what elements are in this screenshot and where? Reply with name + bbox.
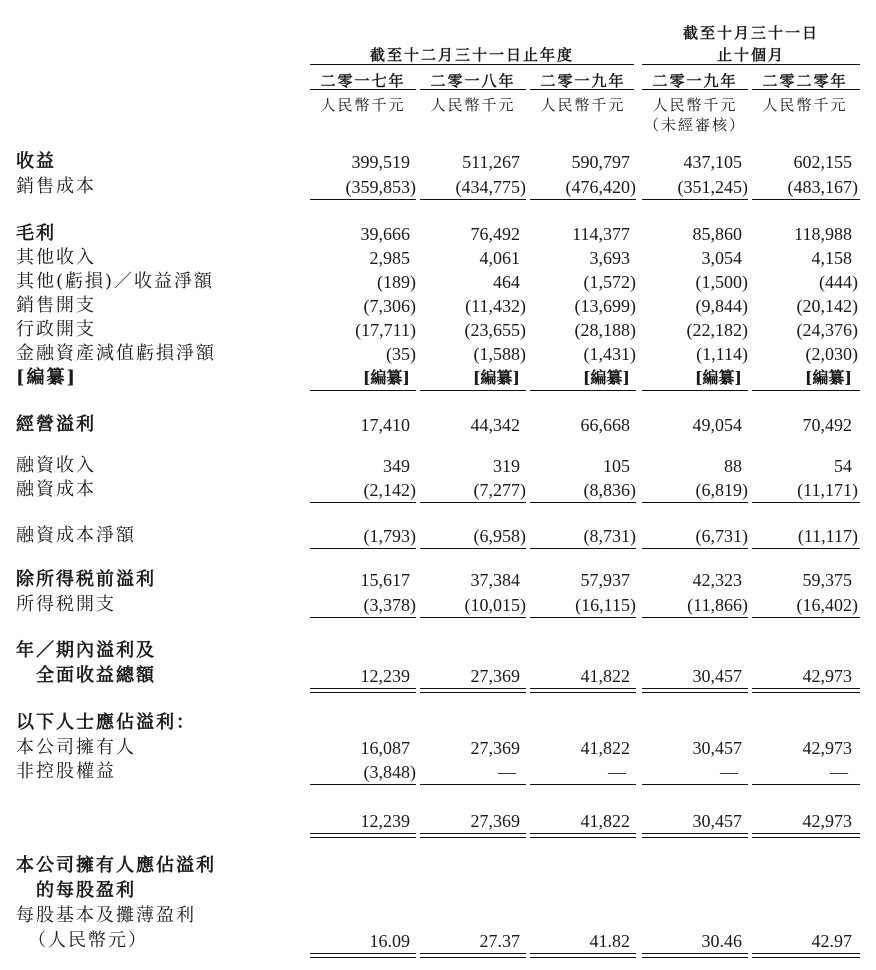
value-cell: 114,377 — [572, 224, 630, 244]
double-rule — [752, 688, 860, 693]
row-label: 以下人士應佔溢利： — [16, 712, 196, 733]
value-cell: (7,306) — [363, 296, 416, 316]
single-rule — [530, 390, 636, 391]
single-rule — [530, 199, 636, 200]
single-rule — [420, 548, 526, 549]
single-rule — [310, 548, 416, 549]
row-label: 除所得税前溢利 — [16, 569, 156, 590]
value-cell: 4,158 — [811, 248, 852, 268]
column-rule-3 — [530, 89, 634, 90]
value-cell: 602,155 — [793, 152, 852, 172]
value-cell: (1,572) — [583, 272, 636, 292]
value-cell: 15,617 — [360, 570, 410, 590]
row-label: 融資成本 — [16, 479, 96, 500]
column-year-2018: 二零一八年 — [430, 72, 516, 90]
year-group-title: 截至十二月三十一日止年度 — [369, 46, 574, 64]
value-cell: 30,457 — [692, 666, 742, 686]
single-rule — [642, 199, 748, 200]
column-period-2019: 二零一九年 — [652, 72, 738, 90]
value-cell: 44,342 — [470, 415, 520, 435]
value-cell: (6,731) — [695, 526, 748, 546]
value-cell: (11,866) — [687, 595, 748, 615]
single-rule — [530, 784, 636, 785]
value-cell: (11,117) — [797, 526, 858, 546]
value-cell: (434,775) — [455, 177, 526, 197]
value-cell: (23,655) — [464, 320, 526, 340]
single-rule — [310, 199, 416, 200]
single-rule — [530, 617, 636, 618]
value-cell: 42,973 — [802, 738, 852, 758]
value-cell: 16.09 — [369, 931, 410, 951]
single-rule — [420, 502, 526, 503]
value-cell: 349 — [383, 456, 410, 476]
single-rule — [530, 548, 636, 549]
value-cell: (9,844) — [695, 296, 748, 316]
value-cell: 49,054 — [692, 415, 742, 435]
single-rule — [420, 784, 526, 785]
row-label: 銷售成本 — [16, 176, 96, 197]
value-cell: 41,822 — [580, 811, 630, 831]
value-cell: 399,519 — [351, 152, 410, 172]
value-cell: 85,860 — [692, 224, 742, 244]
column-rule-1 — [310, 89, 416, 90]
value-cell: 27,369 — [470, 666, 520, 686]
value-cell: 590,797 — [571, 152, 630, 172]
value-cell: 319 — [493, 456, 520, 476]
value-cell: (16,115) — [575, 595, 636, 615]
double-rule — [530, 688, 636, 693]
value-cell: (189) — [377, 272, 416, 292]
value-cell: — — [830, 762, 848, 782]
double-rule — [642, 833, 748, 838]
value-cell: (16,402) — [796, 595, 858, 615]
row-label: 金融資產減值虧損淨額 — [16, 343, 216, 364]
row-label: 其他收入 — [16, 247, 96, 268]
row-label: （人民幣元） — [28, 930, 148, 951]
value-cell: 2,985 — [369, 248, 410, 268]
value-cell: 30,457 — [692, 811, 742, 831]
single-rule — [642, 784, 748, 785]
value-cell: 66,668 — [580, 415, 630, 435]
value-cell: 118,988 — [794, 224, 852, 244]
value-cell: 3,054 — [701, 248, 742, 268]
double-rule — [420, 833, 526, 838]
value-cell: 16,087 — [360, 738, 410, 758]
value-cell: 41,822 — [580, 738, 630, 758]
year-group-rule — [310, 64, 634, 65]
single-rule — [310, 390, 416, 391]
double-rule — [310, 688, 416, 693]
row-label: 銷售開支 — [16, 295, 96, 316]
value-cell: (3,848) — [363, 762, 416, 782]
value-cell: (11,432) — [465, 296, 526, 316]
value-cell: (6,958) — [473, 526, 526, 546]
single-rule — [752, 548, 860, 549]
double-rule — [642, 688, 748, 693]
value-cell: 70,492 — [802, 415, 852, 435]
single-rule — [642, 548, 748, 549]
row-label: 本公司擁有人 — [16, 737, 136, 758]
double-rule — [310, 833, 416, 838]
value-cell: (7,277) — [473, 480, 526, 500]
row-label: 融資成本淨額 — [16, 525, 136, 546]
period-group-title-line1: 截至十月三十一日 — [682, 24, 819, 42]
value-cell: (476,420) — [565, 177, 636, 197]
row-label: 每股基本及攤薄盈利 — [16, 905, 196, 926]
value-cell: 42,973 — [802, 811, 852, 831]
double-rule — [310, 953, 416, 958]
value-cell: (22,182) — [686, 320, 748, 340]
value-cell: 54 — [834, 456, 852, 476]
value-cell: 59,375 — [802, 570, 852, 590]
row-label: 全面收益總額 — [36, 665, 156, 686]
double-rule — [530, 953, 636, 958]
row-label: 毛利 — [16, 223, 56, 244]
value-cell: (1,431) — [583, 344, 636, 364]
row-label: 其他(虧損)／收益淨額 — [16, 271, 215, 292]
single-rule — [420, 199, 526, 200]
value-cell: (2,030) — [805, 344, 858, 364]
column-rule-2 — [420, 89, 526, 90]
value-cell: 30,457 — [692, 738, 742, 758]
value-cell: 105 — [603, 456, 630, 476]
column-unit: 人民幣千元 — [540, 96, 626, 114]
value-cell: (11,171) — [797, 480, 858, 500]
period-group-title-line2: 止十個月 — [716, 46, 785, 64]
double-rule — [752, 833, 860, 838]
double-rule — [420, 688, 526, 693]
double-rule — [752, 953, 860, 958]
single-rule — [642, 617, 748, 618]
single-rule — [752, 199, 860, 200]
single-rule — [752, 502, 860, 503]
value-cell: (2,142) — [363, 480, 416, 500]
value-cell: (1,500) — [695, 272, 748, 292]
value-cell: — — [608, 762, 626, 782]
value-cell: (20,142) — [796, 296, 858, 316]
value-cell: (13,699) — [574, 296, 636, 316]
column-rule-4 — [642, 89, 748, 90]
value-cell: (1,793) — [363, 526, 416, 546]
row-label: 行政開支 — [16, 319, 96, 340]
single-rule — [530, 502, 636, 503]
single-rule — [642, 390, 748, 391]
column-year-2017: 二零一七年 — [320, 72, 406, 90]
value-cell: [編纂] — [694, 368, 742, 387]
value-cell: 41,822 — [580, 666, 630, 686]
value-cell: (351,245) — [677, 177, 748, 197]
column-unit: 人民幣千元 — [652, 96, 738, 114]
single-rule — [310, 784, 416, 785]
double-rule — [420, 953, 526, 958]
value-cell: 88 — [724, 456, 742, 476]
value-cell: — — [498, 762, 516, 782]
value-cell: 42.97 — [811, 931, 852, 951]
column-year-2019: 二零一九年 — [540, 72, 626, 90]
double-rule — [642, 953, 748, 958]
value-cell: — — [720, 762, 738, 782]
row-label: 年／期內溢利及 — [16, 640, 156, 661]
value-cell: 57,937 — [580, 570, 630, 590]
row-label: 本公司擁有人應佔溢利 — [16, 855, 216, 876]
value-cell: 42,973 — [802, 666, 852, 686]
column-rule-5 — [752, 89, 860, 90]
value-cell: 12,239 — [360, 666, 410, 686]
value-cell: 511,267 — [462, 152, 520, 172]
value-cell: 30.46 — [701, 931, 742, 951]
value-cell: (359,853) — [345, 177, 416, 197]
row-label: 經營溢利 — [16, 414, 96, 435]
value-cell: 27,369 — [470, 811, 520, 831]
value-cell: [編纂] — [362, 368, 410, 387]
period-group-rule — [642, 64, 860, 65]
single-rule — [310, 617, 416, 618]
value-cell: [編纂] — [582, 368, 630, 387]
single-rule — [752, 784, 860, 785]
value-cell: (483,167) — [787, 177, 858, 197]
value-cell: (3,378) — [363, 595, 416, 615]
row-label: 的每股盈利 — [36, 880, 136, 901]
column-unit: 人民幣千元 — [762, 96, 848, 114]
value-cell: 3,693 — [589, 248, 630, 268]
value-cell: (8,731) — [583, 526, 636, 546]
value-cell: 4,061 — [479, 248, 520, 268]
value-cell: (10,015) — [464, 595, 526, 615]
value-cell: 27.37 — [479, 931, 520, 951]
single-rule — [420, 390, 526, 391]
value-cell: (35) — [386, 344, 416, 364]
value-cell: 17,410 — [360, 415, 410, 435]
value-cell: [編纂] — [472, 368, 520, 387]
single-rule — [420, 617, 526, 618]
value-cell: 39,666 — [360, 224, 410, 244]
single-rule — [310, 502, 416, 503]
row-label: 融資收入 — [16, 455, 96, 476]
row-label: 所得税開支 — [16, 594, 116, 615]
value-cell: 12,239 — [360, 811, 410, 831]
value-cell: 27,369 — [470, 738, 520, 758]
value-cell: (8,836) — [583, 480, 636, 500]
value-cell: 76,492 — [470, 224, 520, 244]
row-label: [編纂] — [16, 367, 78, 388]
single-rule — [642, 502, 748, 503]
row-label: 收益 — [16, 151, 56, 172]
value-cell: (444) — [819, 272, 858, 292]
column-unit: 人民幣千元 — [430, 96, 516, 114]
column-period-2020: 二零二零年 — [762, 72, 848, 90]
unaudited-note: （未經審核） — [643, 116, 746, 134]
value-cell: (1,588) — [473, 344, 526, 364]
value-cell: 464 — [493, 272, 520, 292]
value-cell: (6,819) — [695, 480, 748, 500]
column-unit: 人民幣千元 — [320, 96, 406, 114]
single-rule — [752, 390, 860, 391]
value-cell: (24,376) — [796, 320, 858, 340]
value-cell: (28,188) — [574, 320, 636, 340]
value-cell: (17,711) — [355, 320, 416, 340]
double-rule — [530, 833, 636, 838]
value-cell: 37,384 — [470, 570, 520, 590]
value-cell: 41.82 — [589, 931, 630, 951]
value-cell: (1,114) — [696, 344, 748, 364]
value-cell: 437,105 — [683, 152, 742, 172]
value-cell: [編纂] — [804, 368, 852, 387]
single-rule — [752, 617, 860, 618]
value-cell: 42,323 — [692, 570, 742, 590]
row-label: 非控股權益 — [16, 761, 116, 782]
